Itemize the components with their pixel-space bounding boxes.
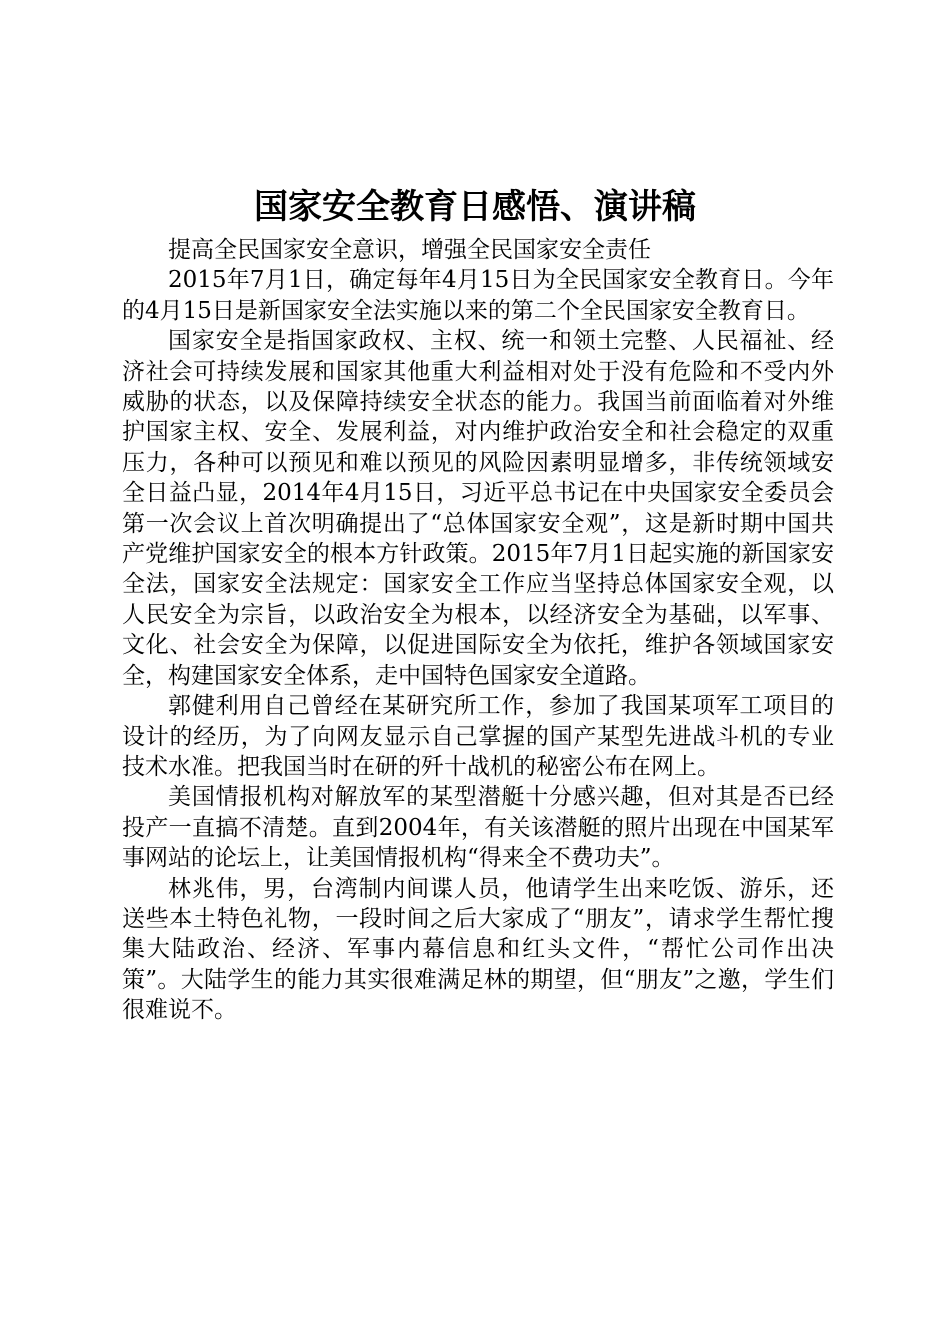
paragraph-case-guojian: 郭健利用自己曾经在某研究所工作，参加了我国某项军工项目的设计的经历，为了向网友显示自己掌握的国产某型先进战斗机的专业技术水准。把我国当时在研的歼十战机的秘密公布在网上。 bbox=[122, 693, 834, 780]
paragraph-subtitle: 提高全民国家安全意识，增强全民国家安全责任 bbox=[168, 237, 651, 263]
paragraph-national-security: 国家安全是指国家政权、主权、统一和领土完整、人民福祉、经济社会可持续发展和国家其他重大利益相对处于没有危险和不受内外威胁的状态，以及保障持续安全状态的能力。我国当前面临着对外维护国家主权、安全、发展利益，对内维护政治安全和社会稳定的双重压力，各种可以预见和难以预见的风险因素明显增多，非传统领域安全日益凸显，2014年4月15日，习近平总书记在中央国家安全委员会第一次会议上首次明确提出了“总体国家安全观”，这是新时期中国共产党维护国家安全的根本方针政策。2015年7月1日起实施的新国家安全法，国家安全法规定：国家安全工作应当坚持总体国家安全观，以人民安全为宗旨，以政治安全为根本，以经济安全为基础，以军事、文化、社会安全为保障，以促进国际安全为依托，维护各领域国家安全，构建国家安全体系，走中国特色国家安全道路。 bbox=[122, 328, 834, 689]
paragraph-case-linzhaowei: 林兆伟，男，台湾制内间谍人员，他请学生出来吃饭、游乐，还送些本土特色礼物，一段时间之后大家成了“朋友”，请求学生帮忙搜集大陆政治、经济、军事内幕信息和红头文件，“帮忙公司作出决策”。大陆学生的能力其实很难满足林的期望，但“朋友”之邀，学生们很难说不。 bbox=[122, 875, 834, 1024]
document-title: 国家安全教育日感悟、演讲稿 bbox=[254, 187, 696, 227]
paragraph-case-submarine: 美国情报机构对解放军的某型潜艇十分感兴趣，但对其是否已经投产一直搞不清楚。直到2004年，有关该潜艇的照片出现在中国某军事网站的论坛上，让美国情报机构“得来全不费功夫”。 bbox=[122, 784, 834, 872]
paragraph-education-day: 2015年7月1日，确定每年4月15日为全民国家安全教育日。今年的4月15日是新国家安全法实施以来的第二个全民国家安全教育日。 bbox=[122, 267, 834, 324]
document-body bbox=[122, 235, 834, 1026]
